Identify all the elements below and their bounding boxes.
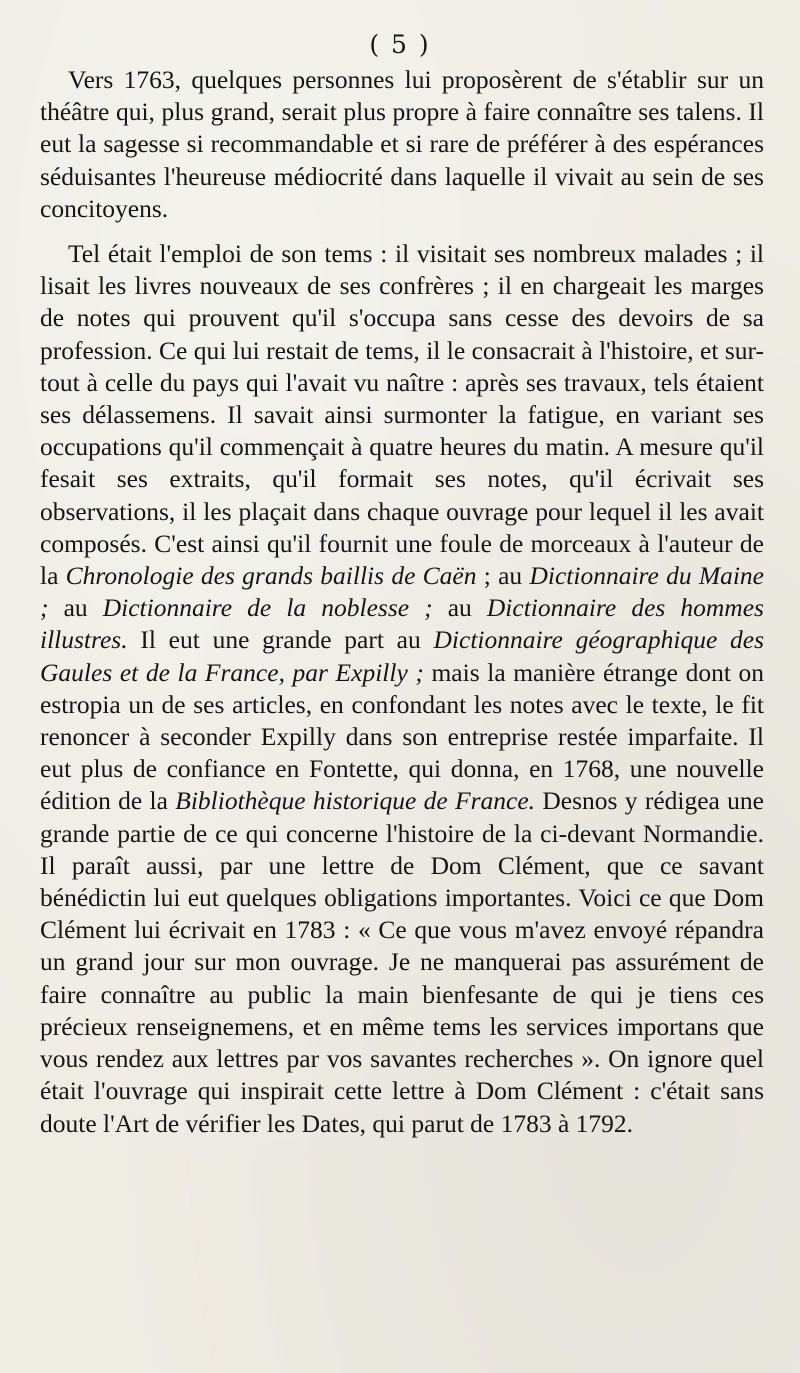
text-segment: au — [432, 593, 487, 623]
book-title-dictionnaire-hommes-illustres: Dictionnaire des hommes illustres. — [40, 593, 764, 655]
paragraph-2 — [40, 238, 764, 1140]
book-title-dictionnaire-geographique: Dictionnaire géographique des Gaules et de la France, par Expilly ; — [40, 625, 765, 687]
book-title-bibliotheque-historique: Bibliothèque historique de France. — [175, 786, 536, 816]
book-title-dictionnaire-maine: Dictionnaire du Maine ; — [40, 561, 764, 623]
text-segment: mais la manière étrange dont on estropia un de ses articles, en confondant les notes avec le texte, le fit renoncer à seconder Expilly dans son entreprise restée imparfaite. Il eut plus de confiance en Fontette, qui donna, en 1768, une nouvelle édition de la — [40, 657, 764, 816]
page-body — [40, 64, 764, 1140]
paragraph-1 — [40, 64, 764, 225]
text-segment: ; au — [476, 561, 530, 591]
book-title-chronologie: Chronologie des grands baillis de Caën — [65, 561, 477, 591]
text-segment: Il eut une grande part au — [127, 625, 434, 655]
text-segment: Vers 1763, quelques personnes lui proposèrent de s'établir sur un théâtre qui, plus grand, serait plus propre à faire connaître ses talens. Il eut la sagesse si recommandable et si rare de préférer à des espérances séduisantes l'heureuse médiocrité dans laquelle il vivait au sein de ses concitoyens. — [40, 65, 764, 223]
text-segment: Desnos y rédigea une grande partie de ce qui concerne l'histoire de la ci-devant Normandie. Il paraît aussi, par une lettre de Dom Clément, que ce savant bénédictin lui eut quelques obligations importantes. Voici ce que Dom Clément lui écrivait en 1783 : « Ce que vous m'avez envoyé répandra un grand jour sur mon ouvrage. Je ne manquerai pas assurément de faire connaître au public la main bienfesante de qui je tiens ces précieux renseignemens, et en même tems les services importans que vous rendez aux lettres par vos savantes recherches ». On ignore quel était l'ouvrage qui inspirait cette lettre à Dom Clément : c'était sans doute l'Art de vérifier les Dates, qui parut de 1783 à 1792. — [40, 786, 764, 1138]
book-title-dictionnaire-noblesse: Dictionnaire de la noblesse ; — [102, 593, 433, 623]
text-segment: au — [48, 593, 103, 623]
page-number: ( 5 ) — [369, 30, 431, 59]
text-segment: Tel était l'emploi de son tems : il visitait ses nombreux malades ; il lisait les livres nouveaux de ses confrères ; il en chargeait les marges de notes qui prouvent qu'il s'occupa sans cesse des devoirs de sa profession. Ce qui lui restait de tems, il le consacrait à l'histoire, et sur-tout à celle du pays qui l'avait vu naître : après ses travaux, tels étaient ses délassemens. Il savait ainsi surmonter la fatigue, en variant ses occupations qu'il commençait à quatre heures du matin. A mesure qu'il fesait ses extraits, qu'il formait ses notes, qu'il écrivait ses observations, il les plaçait dans chaque ouvrage pour lequel il les avait composés. C'est ainsi qu'il fournit une foule de morceaux à l'auteur de la — [40, 239, 764, 591]
